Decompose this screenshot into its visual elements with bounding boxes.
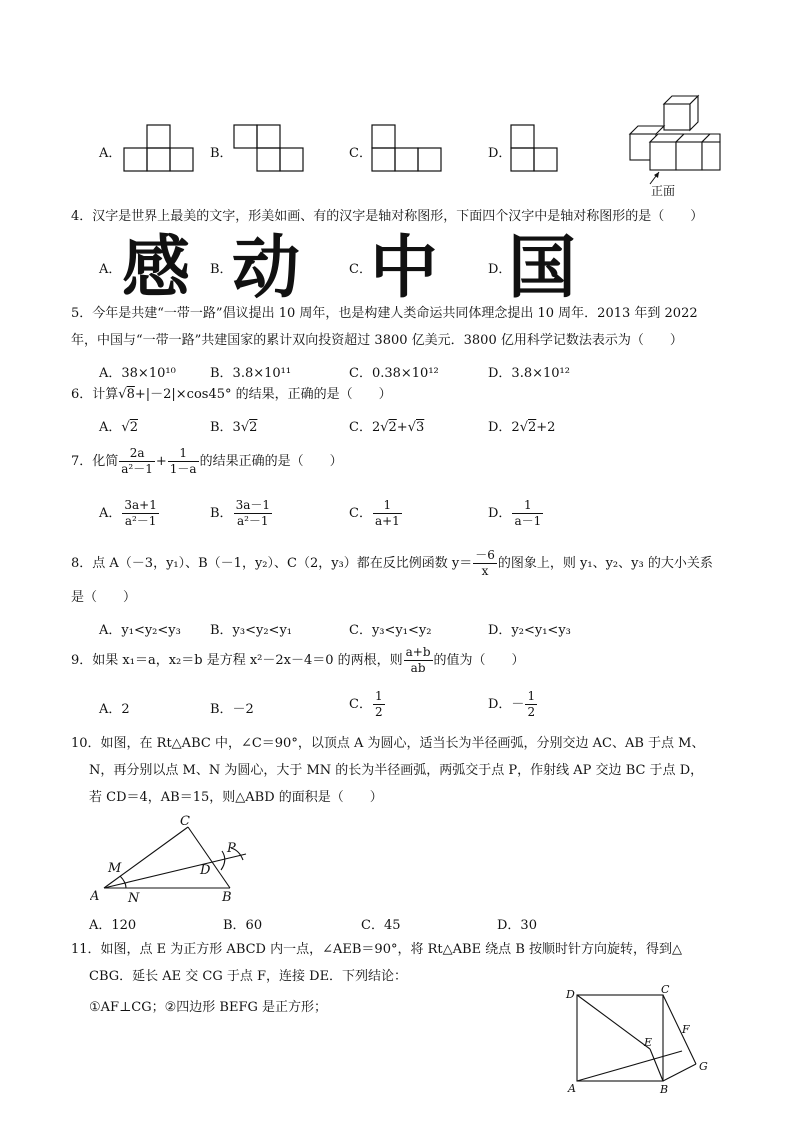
segment-af xyxy=(577,1051,682,1081)
q3-option-d-net xyxy=(510,124,560,172)
q9-option-a: A．2 xyxy=(99,702,130,717)
q3-option-a-net xyxy=(123,124,195,172)
q5-line1: 5．今年是共建“一带一路”倡议提出 10 周年，也是构建人类命运共同体理念提出 10 周年．2013 年到 2022 xyxy=(71,306,698,321)
q6-stem xyxy=(71,381,392,409)
q9-prefix: 9．如果 x₁＝a，x₂＝b 是方程 x²－2x－4＝0 的两根，则 xyxy=(71,653,403,668)
q4-char-b: 动 xyxy=(232,229,301,308)
q4-option-d-label: D． xyxy=(488,262,512,277)
q10-line3: 若 CD＝4，AB＝15，则△ABD 的面积是（ ） xyxy=(89,790,383,805)
q7-a-frac xyxy=(122,498,158,529)
q10-option-b: B．60 xyxy=(223,918,263,933)
q6-d-plus2: +2 xyxy=(536,420,556,435)
sqrt-icon: √ xyxy=(240,420,250,435)
q6-prefix: 6．计算 xyxy=(71,387,119,402)
q9-suffix: 的值为（ ） xyxy=(433,653,525,668)
segment-bc xyxy=(188,827,230,888)
segment-cg xyxy=(663,995,696,1064)
q6-b-radicand: 2 xyxy=(249,420,258,435)
q8-line2: 是（ ） xyxy=(71,590,137,605)
q7-b-den: a²－1 xyxy=(236,514,269,528)
q6-mid: +|－2|×cos45° 的结果，正确的是（ ） xyxy=(134,387,392,402)
label-a: A xyxy=(568,1082,576,1095)
q7-c-den: a+1 xyxy=(374,514,400,528)
q7-option-d xyxy=(488,494,544,534)
sqrt-icon: √ xyxy=(407,420,416,435)
sqrt-icon: √ xyxy=(380,420,389,435)
q9-option-d-label: D．－ xyxy=(488,697,525,712)
q9-f-den: ab xyxy=(410,661,426,675)
q7-f2-num: 1 xyxy=(168,446,199,462)
q6-option-a xyxy=(99,416,138,435)
q6-option-a-label: A． xyxy=(99,420,122,435)
q4-char-c: 中 xyxy=(370,229,439,308)
q7-option-c xyxy=(349,494,403,534)
segment-ac xyxy=(104,827,188,888)
label-a: A xyxy=(90,889,100,904)
q6-c-radicand-1: 2 xyxy=(388,420,397,435)
q5-option-b: B．3.8×10¹¹ xyxy=(210,366,292,381)
q7-c-num: 1 xyxy=(373,498,402,514)
q7-option-b xyxy=(210,494,273,534)
q10-option-d: D．30 xyxy=(497,918,537,933)
q7-d-num: 1 xyxy=(512,498,543,514)
q11-line3: ①AF⊥CG；②四边形 BEFG 是正方形； xyxy=(89,1000,327,1015)
q6-option-c-label: C．2 xyxy=(349,420,381,435)
q6-c-radicand-2: 3 xyxy=(416,420,425,435)
q7-option-c-label: C． xyxy=(349,506,372,521)
q6-a-radicand: 2 xyxy=(129,420,138,435)
q7-option-d-label: D． xyxy=(488,506,512,521)
q3-option-c-label: C． xyxy=(349,146,372,161)
label-m: M xyxy=(108,861,122,876)
q5-option-c: C．0.38×10¹² xyxy=(349,366,439,381)
q3-option-b-label: B． xyxy=(210,146,233,161)
label-b: B xyxy=(660,1083,669,1096)
q3-option-b-net xyxy=(233,124,305,172)
q9-c-frac xyxy=(373,689,385,720)
q7-d-frac xyxy=(512,498,543,529)
q11-line2: CBG．延长 AE 交 CG 于点 F，连接 DE．下列结论： xyxy=(89,969,408,984)
q4-char-a: 感 xyxy=(122,229,191,308)
q11-square-figure xyxy=(562,984,718,1096)
label-g: G xyxy=(699,1060,708,1073)
q9-stem xyxy=(71,641,525,681)
q4-option-b-label: B． xyxy=(210,262,233,277)
q9-option-c-label: C． xyxy=(349,697,372,712)
sqrt-icon: √ xyxy=(118,387,127,402)
q3-option-d-label: D． xyxy=(488,146,512,161)
q9-c-num: 1 xyxy=(374,689,383,703)
label-c: C xyxy=(180,814,190,829)
q9-f-num: a+b xyxy=(405,645,431,659)
q6-option-b xyxy=(210,416,257,435)
q8-option-b: B．y₃<y₂<y₁ xyxy=(210,623,293,638)
q9-d-den: 2 xyxy=(527,705,536,719)
q7-option-b-label: B． xyxy=(210,506,233,521)
label-p: P xyxy=(227,841,236,856)
q4-option-c-label: C． xyxy=(349,262,372,277)
segment-eb xyxy=(650,1049,663,1081)
q9-option-c xyxy=(349,685,386,725)
q5-option-d: D．3.8×10¹² xyxy=(488,366,570,381)
q7-b-frac xyxy=(234,498,272,529)
q5-line2: 年，中国与“一带一路”共建国家的累计双向投资超过 3800 亿美元．3800 亿用科学记数法表示为（ ） xyxy=(71,333,683,348)
q9-d-num: 1 xyxy=(527,689,536,703)
label-c: C xyxy=(661,984,670,996)
label-n: N xyxy=(128,891,140,906)
q6-option-d-label: D．2 xyxy=(488,420,520,435)
q9-d-frac xyxy=(525,689,537,720)
q6-option-c xyxy=(349,416,424,435)
q9-option-d xyxy=(488,685,538,725)
sqrt-icon: √ xyxy=(121,420,130,435)
label-d: D xyxy=(200,863,211,878)
q10-option-c: C．45 xyxy=(361,918,401,933)
label-e: E xyxy=(644,1036,653,1049)
q7-a-num: 3a+1 xyxy=(124,498,157,512)
q5-option-a: A．38×10¹⁰ xyxy=(99,366,176,381)
q3-cube-figure xyxy=(626,94,726,200)
q3-option-a-label: A． xyxy=(99,146,122,161)
arc-p-1 xyxy=(221,851,225,870)
q6-option-d xyxy=(488,416,555,435)
segment-de xyxy=(577,995,653,1049)
arc-mn xyxy=(120,876,126,888)
q8-fraction xyxy=(473,548,497,579)
q7-c-frac xyxy=(373,498,402,529)
q10-triangle-figure xyxy=(90,812,260,907)
q10-option-a: A．120 xyxy=(89,918,137,933)
q7-d-den: a－1 xyxy=(514,514,542,528)
segment-bg xyxy=(663,1064,696,1081)
q7-prefix: 7．化简 xyxy=(71,454,119,469)
q8-option-d: D．y₂<y₁<y₃ xyxy=(488,623,571,638)
q7-f1-den: a²－1 xyxy=(121,462,153,476)
q6-c-plus: + xyxy=(396,420,408,435)
q7-a-den: a²－1 xyxy=(124,514,157,528)
q6-d-radicand: 2 xyxy=(528,420,537,435)
q4-option-a-label: A． xyxy=(99,262,122,277)
q3-option-c-net xyxy=(371,124,443,172)
front-view-label: 正面 xyxy=(651,184,676,198)
q8-option-a: A．y₁<y₂<y₃ xyxy=(99,623,181,638)
q10-line2: N，再分别以点 M、N 为圆心，大于 MN 的长为半径画弧，两弧交于点 P，作射线 AP 交边 BC 于点 D， xyxy=(89,763,704,778)
q7-b-num: 3a－1 xyxy=(235,498,270,512)
q9-fraction xyxy=(404,645,433,676)
q8-f-den: x xyxy=(481,564,489,578)
label-f: F xyxy=(682,1023,690,1036)
q8-line1a: 8．点 A（－3，y₁）、B（－1，y₂）、C（2，y₃）都在反比例函数 y＝ xyxy=(71,556,473,571)
q9-option-b: B．－2 xyxy=(210,702,254,717)
q7-fraction-1 xyxy=(119,446,155,477)
q7-fraction-2 xyxy=(168,446,199,477)
q4-char-d: 国 xyxy=(508,229,577,308)
q8-f-num: －6 xyxy=(475,548,495,562)
q8-line1 xyxy=(71,544,713,584)
q9-c-den: 2 xyxy=(374,705,383,719)
q7-plus: + xyxy=(155,454,167,469)
label-d: D xyxy=(566,988,575,1001)
label-b: B xyxy=(222,890,232,905)
q7-f2-den: 1－a xyxy=(169,462,197,476)
q11-line1: 11．如图，点 E 为正方形 ABCD 内一点，∠AEB＝90°，将 Rt△ABE 绕点 B 按顺时针方向旋转，得到△ xyxy=(71,942,683,957)
q7-option-a-label: A． xyxy=(99,506,122,521)
q8-option-c: C．y₃<y₁<y₂ xyxy=(349,623,432,638)
sqrt-icon: √ xyxy=(519,420,528,435)
q7-suffix: 的结果正确的是（ ） xyxy=(199,454,343,469)
q7-stem xyxy=(71,442,343,482)
q7-option-a xyxy=(99,494,160,534)
q6-radicand: 8 xyxy=(126,387,135,402)
q10-line1: 10．如图，在 Rt△ABC 中，∠C＝90°，以顶点 A 为圆心，适当长为半径画弧，分别交边 AC、AB 于点 M、 xyxy=(71,736,705,751)
q8-line1b: 的图象上，则 y₁、y₂、y₃ 的大小关系 xyxy=(497,556,713,571)
q6-option-b-label: B．3 xyxy=(210,420,241,435)
q7-f1-num: 2a xyxy=(119,446,155,462)
q4-stem: 4．汉字是世界上最美的文字，形美如画、有的汉字是轴对称图形，下面四个汉字中是轴对称图形的是（ ） xyxy=(71,209,704,224)
